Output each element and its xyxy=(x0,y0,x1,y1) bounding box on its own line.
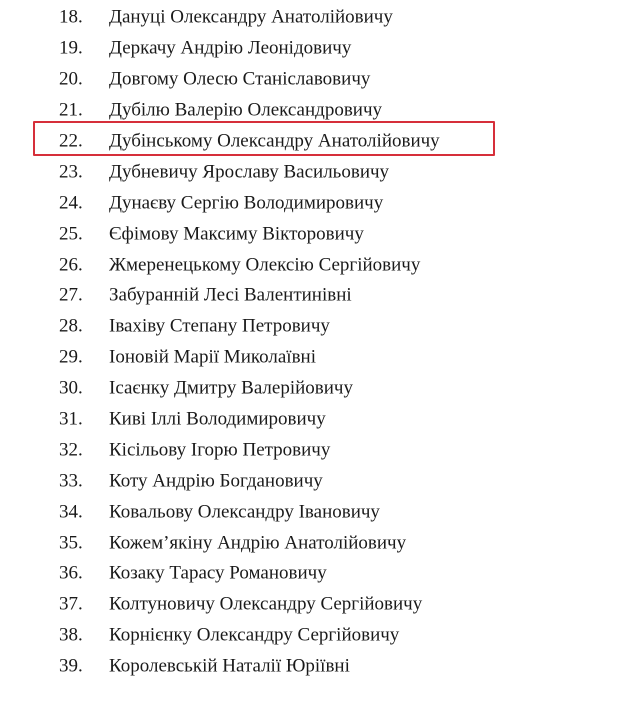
item-number: 24. xyxy=(59,192,83,214)
highlight-box xyxy=(33,121,495,156)
item-number: 38. xyxy=(59,624,83,646)
item-number: 22. xyxy=(59,130,83,152)
list-item xyxy=(0,2,620,33)
item-number: 27. xyxy=(59,284,83,306)
item-name: Коту Андрію Богдановичу xyxy=(109,470,323,492)
list-item xyxy=(0,249,620,280)
list-item xyxy=(0,311,620,342)
list-item xyxy=(0,280,620,311)
list-item xyxy=(0,373,620,404)
item-number: 23. xyxy=(59,161,83,183)
item-name: Кожем’якіну Андрію Анатолійовичу xyxy=(109,532,407,554)
item-name: Королевській Наталії Юріївні xyxy=(109,655,350,677)
list-item xyxy=(0,558,620,589)
item-number: 26. xyxy=(59,254,83,276)
item-number: 36. xyxy=(59,562,83,584)
item-number: 20. xyxy=(59,68,83,90)
item-number: 32. xyxy=(59,439,83,461)
list-item xyxy=(0,404,620,435)
item-name: Корнієнку Олександру Сергійовичу xyxy=(109,624,400,646)
item-number: 25. xyxy=(59,223,83,245)
list-item xyxy=(0,589,620,620)
list-item xyxy=(0,527,620,558)
item-name: Іоновій Марії Миколаївні xyxy=(109,346,316,368)
item-number: 19. xyxy=(59,37,83,59)
list-item xyxy=(0,187,620,218)
item-name: Жмеренецькому Олексію Сергійовичу xyxy=(109,254,421,276)
item-name: Деркачу Андрію Леонідовичу xyxy=(109,37,352,59)
item-name: Кісільову Ігорю Петровичу xyxy=(109,439,331,461)
list-item xyxy=(0,218,620,249)
list-item xyxy=(0,651,620,682)
item-number: 29. xyxy=(59,346,83,368)
list-item xyxy=(0,33,620,64)
item-name: Іваxіву Степану Петровичу xyxy=(109,315,330,337)
list-item xyxy=(0,342,620,373)
item-name: Дубінському Олександру Анатолійовичу xyxy=(109,130,440,152)
item-name: Козаку Тарасу Романовичу xyxy=(109,562,327,584)
item-number: 21. xyxy=(59,99,83,121)
list-item xyxy=(0,496,620,527)
item-name: Дубілю Валерію Олександровичу xyxy=(109,99,383,121)
item-number: 34. xyxy=(59,501,83,523)
item-number: 18. xyxy=(59,6,83,28)
item-name: Дубневичу Ярославу Васильовичу xyxy=(109,161,390,183)
item-name: Киві Іллі Володимировичу xyxy=(109,408,326,430)
item-name: Ісаєнку Дмитру Валерійовичу xyxy=(109,377,353,399)
item-name: Єфімову Максиму Вікторовичу xyxy=(109,223,364,245)
list-item xyxy=(0,434,620,465)
item-name: Ковальову Олександру Івановичу xyxy=(109,501,380,523)
item-number: 31. xyxy=(59,408,83,430)
item-number: 35. xyxy=(59,532,83,554)
item-number: 30. xyxy=(59,377,83,399)
item-number: 28. xyxy=(59,315,83,337)
item-number: 33. xyxy=(59,470,83,492)
item-name: Довгому Олесю Станіславовичу xyxy=(109,68,371,90)
item-name: Забуранній Лесі Валентинівні xyxy=(109,284,352,306)
item-name: Колтуновичу Олександру Сергійовичу xyxy=(109,593,423,615)
list-item xyxy=(0,465,620,496)
list-item xyxy=(0,64,620,95)
item-name: Дунаєву Сергію Володимировичу xyxy=(109,192,384,214)
item-name: Дануці Олександру Анатолійовичу xyxy=(109,6,393,28)
item-number: 37. xyxy=(59,593,83,615)
list-item xyxy=(0,156,620,187)
list-item xyxy=(0,620,620,651)
names-list xyxy=(0,2,620,682)
item-number: 39. xyxy=(59,655,83,677)
